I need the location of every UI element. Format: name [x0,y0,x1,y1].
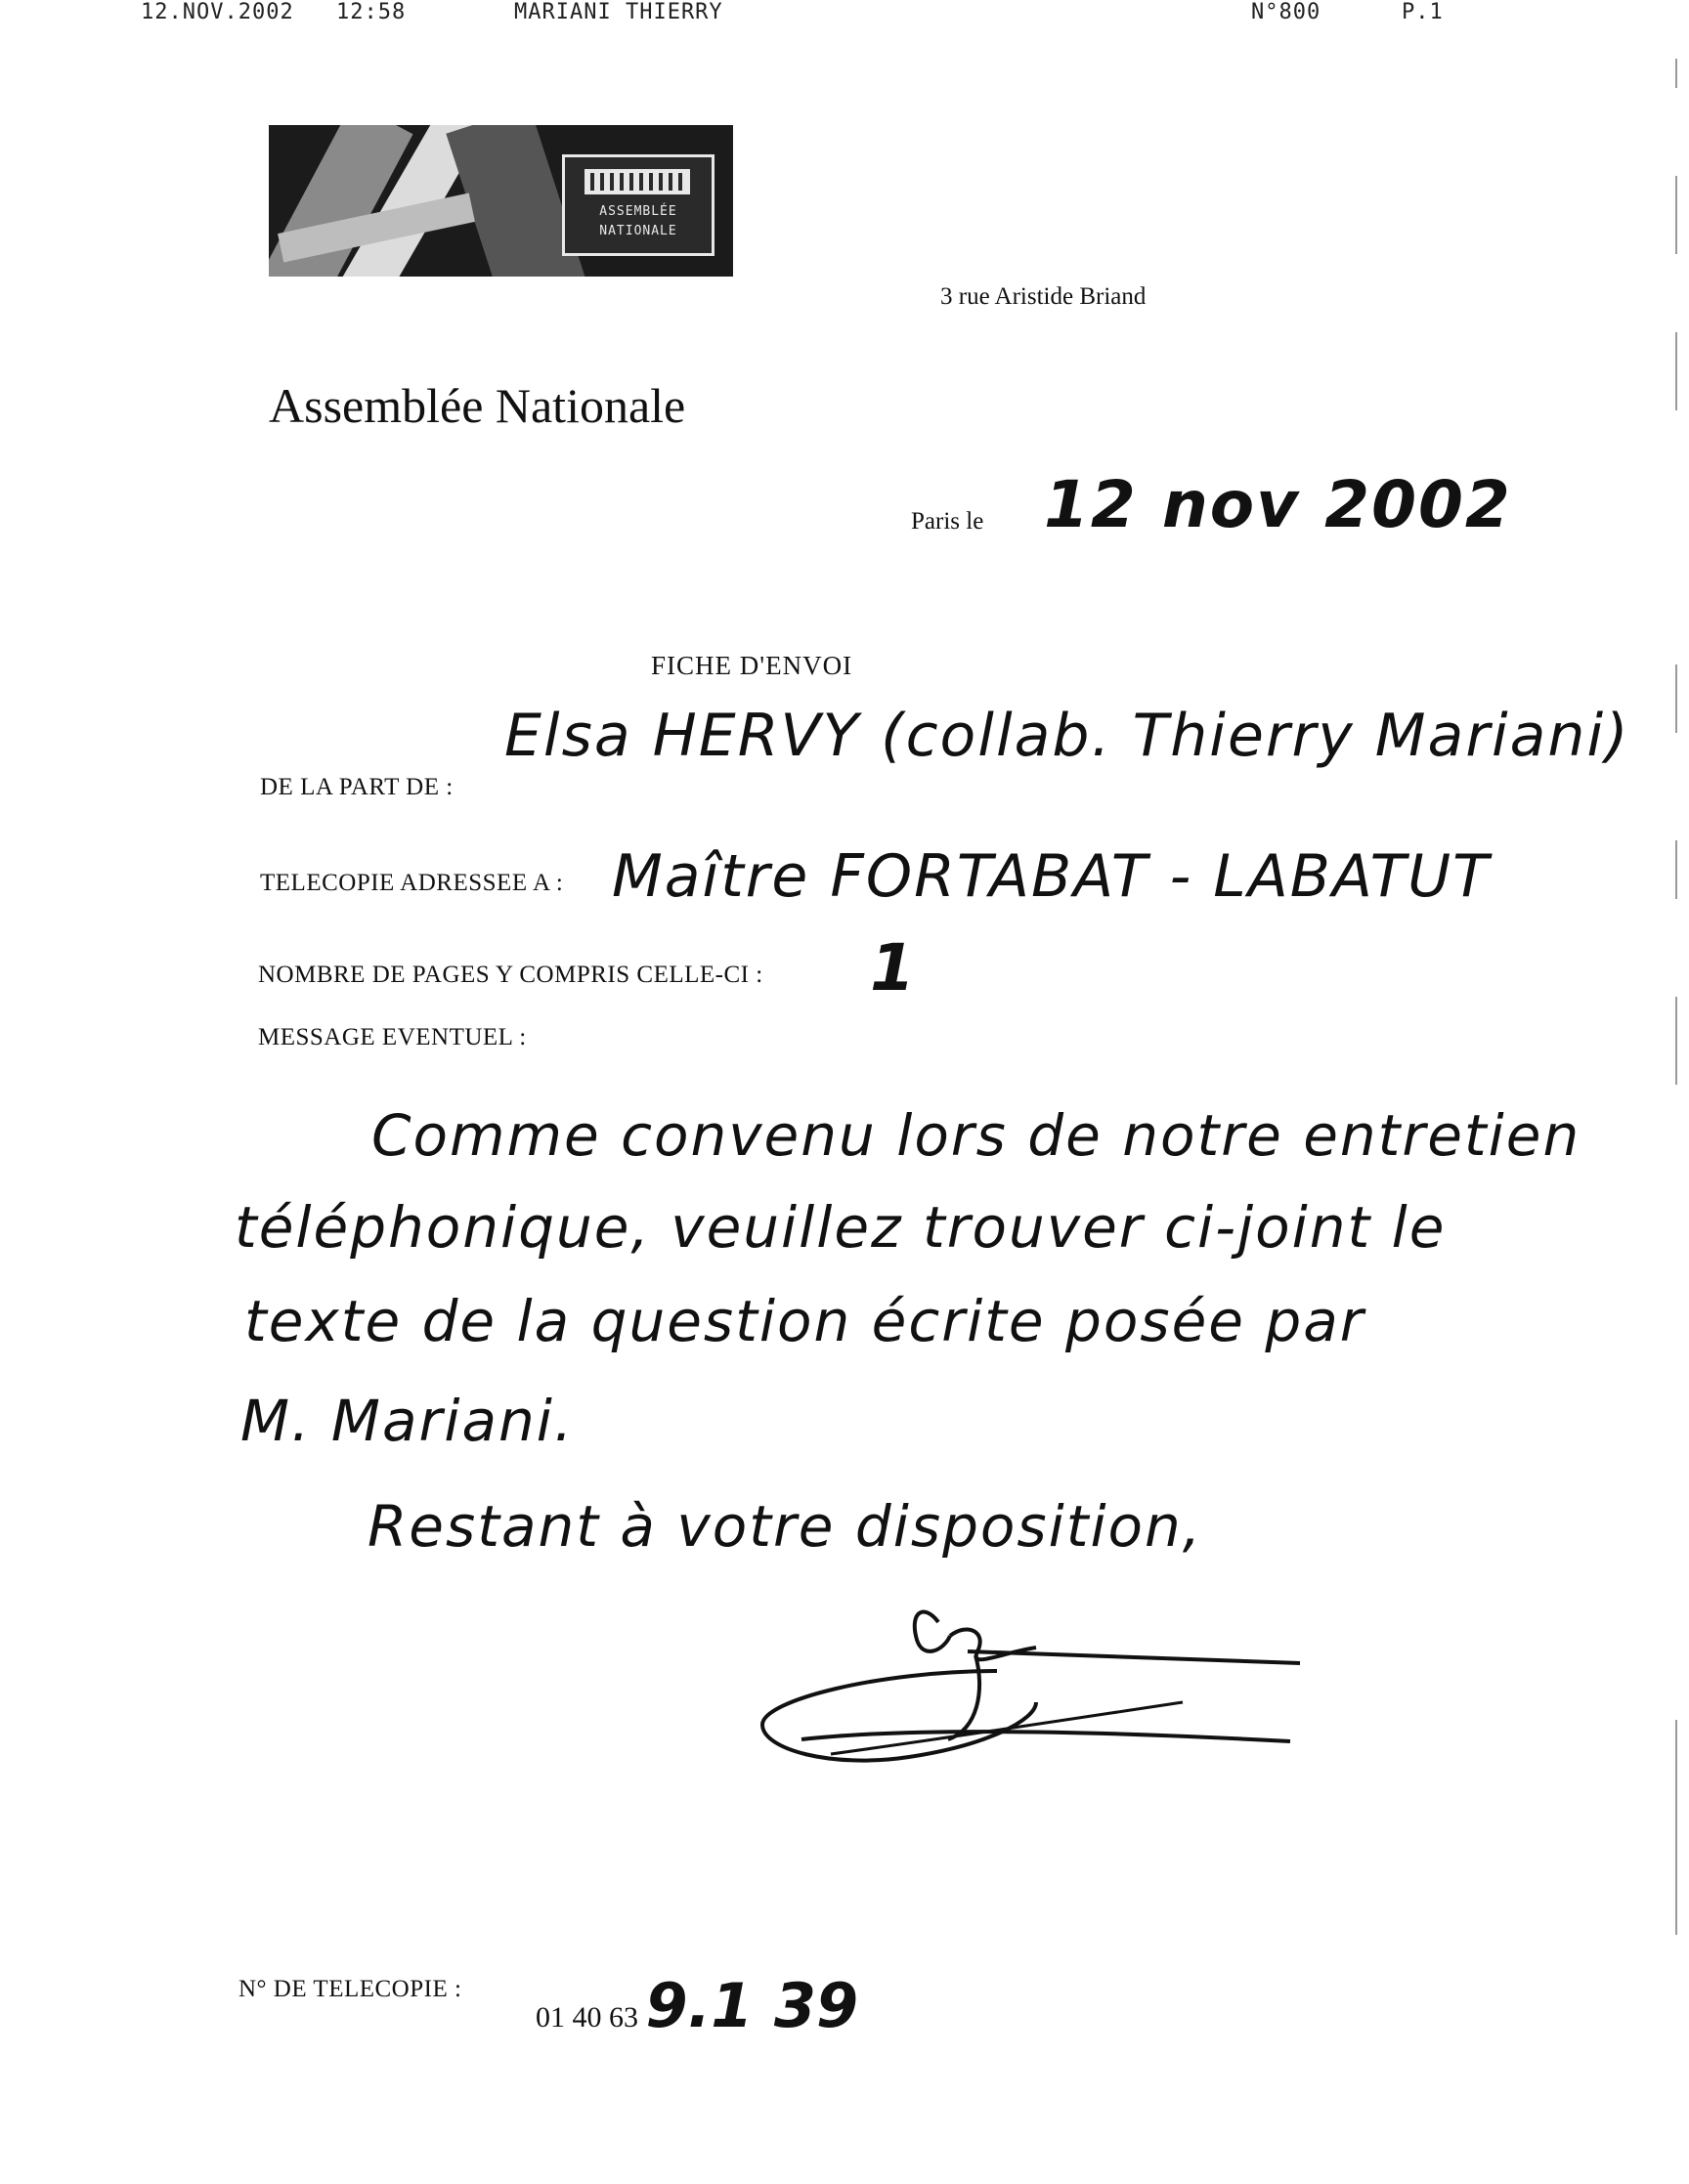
message-line: texte de la question écrite posée par [244,1288,1365,1354]
message-line: M. Mariani. [240,1388,575,1454]
scan-edge-mark [1675,1720,1677,1935]
scan-edge-mark [1675,59,1677,88]
fax-number-printed: 01 40 63 [536,2001,638,2034]
recipient-label: TELECOPIE ADRESSEE A : [260,870,564,896]
fax-number [536,1970,858,2041]
message-label: MESSAGE EVENTUEL : [258,1024,527,1050]
handwritten-signature [743,1593,1310,1788]
fax-number-label: N° DE TELECOPIE : [238,1976,462,2002]
fax-header-sender: MARIANI THIERRY [514,0,723,24]
letterhead-address: 3 rue Aristide Briand [940,283,1147,310]
building-emblem-icon [562,154,715,256]
message-line: téléphonique, veuillez trouver ci-joint le [235,1194,1447,1261]
date-value-handwritten: 12 nov 2002 [1044,467,1512,542]
fax-header-page: P.1 [1402,0,1444,24]
page-count-handwritten: 1 [870,930,917,1006]
scan-edge-mark [1675,332,1677,410]
organization-name: Assemblée Nationale [269,378,686,433]
scan-edge-mark [1675,840,1677,899]
message-line: Restant à votre disposition, [368,1493,1203,1560]
logo-text-line1: ASSEMBLÉE [599,204,677,219]
form-title: FICHE D'ENVOI [651,651,853,680]
from-value-handwritten: Elsa HERVY (collab. Thierry Mariani) [504,702,1630,770]
scan-edge-mark [1675,664,1677,733]
page-count-label: NOMBRE DE PAGES Y COMPRIS CELLE-CI : [258,962,763,988]
recipient-value-handwritten: Maître FORTABAT - LABATUT [612,842,1491,911]
fax-header-date: 12.NOV.2002 [141,0,294,24]
fax-header-number: N°800 [1251,0,1321,24]
from-label: DE LA PART DE : [260,774,454,800]
scan-edge-mark [1675,997,1677,1085]
scan-edge-mark [1675,176,1677,254]
fax-header-time: 12:58 [336,0,407,24]
message-line: Comme convenu lors de notre entretien [371,1102,1581,1169]
assemblee-nationale-logo [269,125,733,277]
fax-transmission-header [0,0,1689,33]
logo-text-line2: NATIONALE [599,224,677,238]
date-label: Paris le [911,508,984,535]
fax-number-handwritten: 9.1 39 [645,1970,859,2041]
